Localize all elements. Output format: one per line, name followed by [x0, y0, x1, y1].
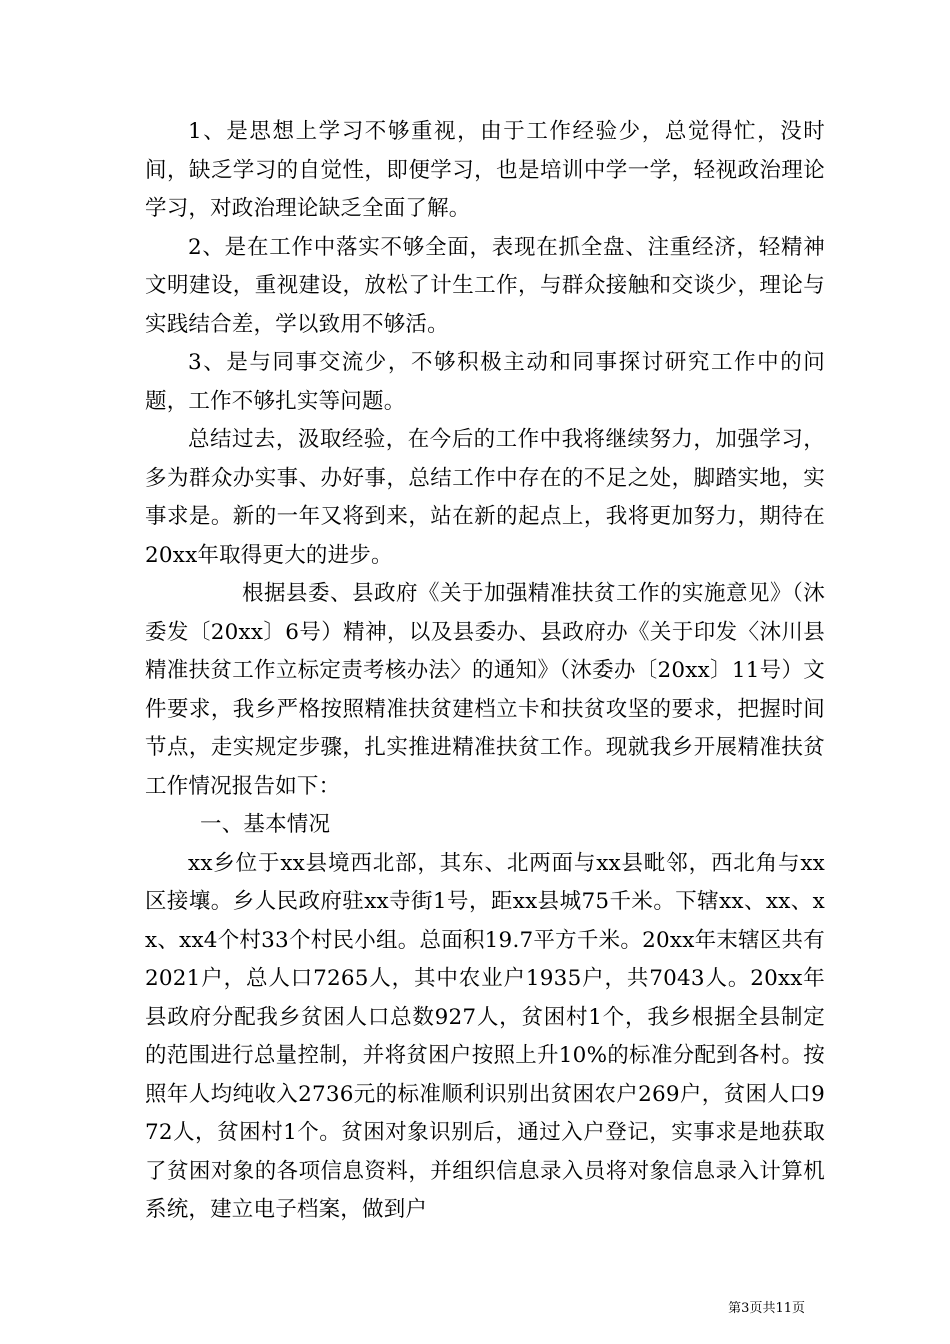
paragraph-basic-situation: xx乡位于xx县境西北部，其东、北两面与xx县毗邻，西北角与xx区接壤。乡人民政府驻xx寺街1号，距xx县城75千米。下辖xx、xx、xx、xx4个村33个村民小组。总面积19.7平方千米。20xx年末辖区共有2021户，总人口7265人，其中农业户1935户，共7043人。20xx年县政府分配我乡贫困人口总数927人，贫困村1个，我乡根据全县制定的范围进行总量控制，并将贫困户按照上升10%的标准分配到各村。按照年人均纯收入2736元的标准顺利识别出贫困农户269户，贫困人口972人，贫困村1个。贫困对象识别后，通过入户登记，实事求是地获取了贫困对象的各项信息资料，并组织信息录入员将对象信息录入计算机系统，建立电子档案，做到户	[145, 850, 825, 1222]
paragraph-point-1: 1、是思想上学习不够重视，由于工作经验少，总觉得忙，没时间，缺乏学习的自觉性，即便学习，也是培训中学一学，轻视政治理论学习，对政治理论缺乏全面了解。	[145, 119, 825, 221]
paragraph-summary: 总结过去，汲取经验，在今后的工作中我将继续努力，加强学习，多为群众办实事、办好事，总结工作中存在的不足之处，脚踏实地，实事求是。新的一年又将到来，站在新的起点上，我将更加努力，期待在20xx年取得更大的进步。	[145, 427, 825, 568]
paragraph-point-3: 3、是与同事交流少，不够积极主动和同事探讨研究工作中的问题，工作不够扎实等问题。	[145, 350, 825, 414]
paragraph-point-2: 2、是在工作中落实不够全面，表现在抓全盘、注重经济，轻精神文明建设，重视建设，放松了计生工作，与群众接触和交谈少，理论与实践结合差，学以致用不够活。	[145, 234, 825, 337]
document-body	[145, 113, 825, 1230]
section-heading-basic-situation: 一、基本情况	[200, 812, 331, 837]
page-number-footer: 第3页共11页	[728, 1301, 805, 1316]
paragraph-report-intro: 根据县委、县政府《关于加强精准扶贫工作的实施意见》（沐委发〔20xx〕6号）精神，以及县委办、县政府办《关于印发〈沐川县精准扶贫工作立标定责考核办法〉的通知》（沐委办〔20xx〕11号）文件要求，我乡严格按照精准扶贫建档立卡和扶贫攻坚的要求，把握时间节点，走实规定步骤，扎实推进精准扶贫工作。现就我乡开展精准扶贫工作情况报告如下：	[145, 581, 825, 799]
